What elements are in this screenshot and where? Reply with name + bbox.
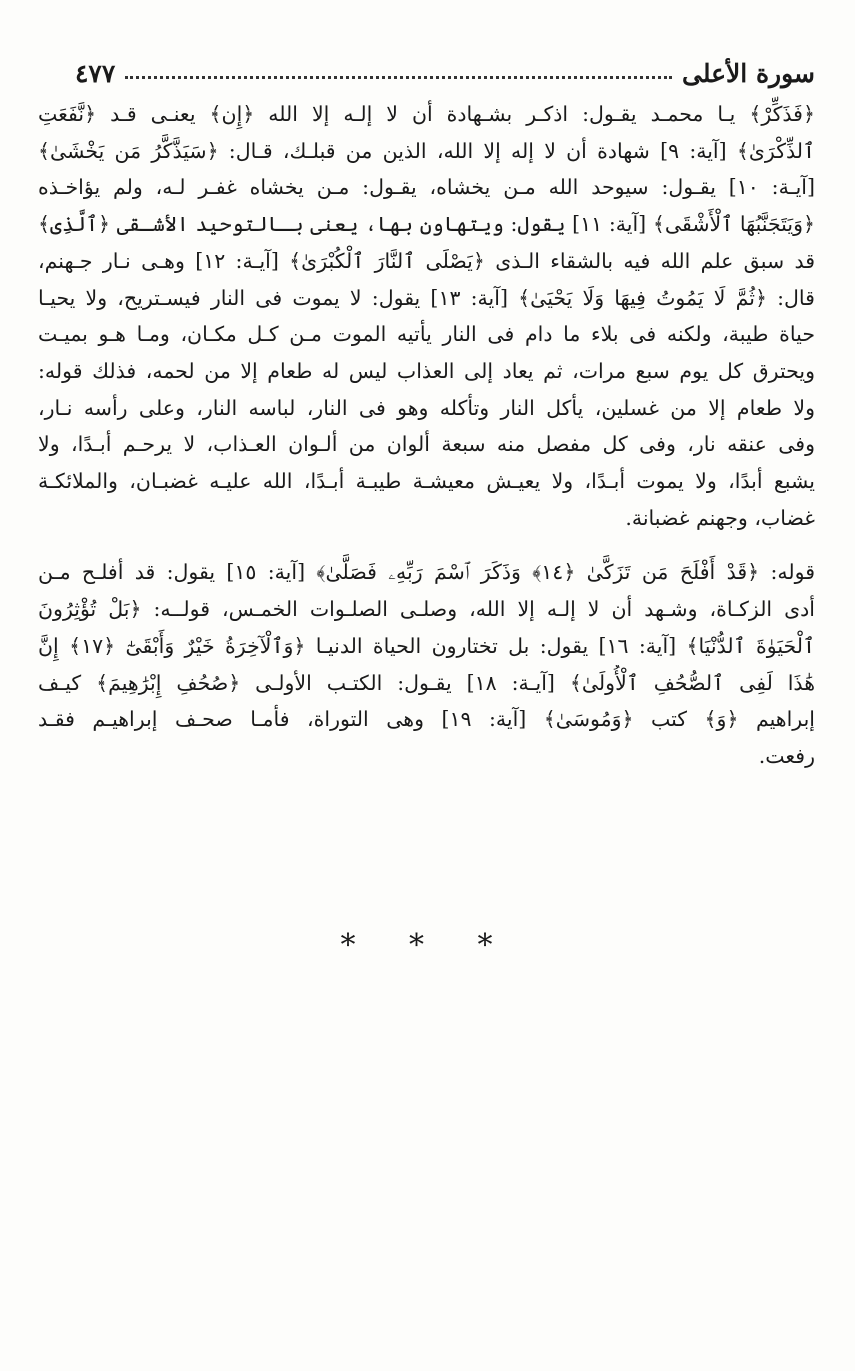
text-line: ويحترق كل يوم سبع مرات، ثم يعاد إلى العذاب ليس له طعام إلا من لحمه، فذلك قوله: [38, 358, 815, 383]
section-separator: * * * [340, 928, 515, 963]
text-line: أدى الزكـاة، وشـهد أن لا إلـه إلا الله، وصلـى الصلـوات الخمـس، قولــه: ﴿بَلْ تُؤْثِرُونَ [38, 597, 815, 622]
text-line: قال: ﴿ثُمَّ لَا يَمُوتُ فِيهَا وَلَا يَحْيَىٰ﴾ [آية: ١٣] يقول: لا يموت فى النار فيسـتريح، ولا يحيـا [38, 285, 815, 310]
paragraph-1 [38, 96, 815, 536]
page-number: ٤٧٧ [75, 59, 116, 88]
text-line: ٱلْحَيَوٰةَ ٱلدُّنْيَا﴾ [آية: ١٦] يقول: بل تختارون الحياة الدنيـا ﴿وَٱلْآخِرَةُ خَيْرٌ وَأَبْقَىٰٓ ﴿١٧﴾ إِنَّ [38, 633, 815, 658]
commentary-text [38, 96, 815, 775]
text-line: [آيـة: ١٠] يقـول: سيوحد الله مـن يخشاه، يقـول: مـن يخشاه غفـر لـه، ولم يؤاخـذه [38, 175, 815, 200]
text-line: ولا طعام إلا من غسلين، يأكل النار وتأكله وهو فى النار، لباسه النار، وعلى رأسه نـار، [38, 395, 815, 420]
text-line: هَٰذَا لَفِى ٱلصُّحُفِ ٱلْأُولَىٰ﴾ [آيـة: ١٨] يقـول: الكتـب الأولـى ﴿صُحُفِ إِبْرَٰهِيمَ﴾ كيـف [38, 670, 815, 695]
text-line: ﴿وَيَتَجَنَّبُهَا ٱلْأَشْقَى﴾ [آية: ١١] يقول: ويتهاون بها، يعنى بـالتوحيد الأشـقى ﴿ٱلَّذِى﴾ [38, 212, 815, 237]
text-line: قد سبق علم الله فيه بالشقاء الـذى ﴿يَصْلَى ٱلنَّارَ ٱلْكُبْرَىٰ﴾ [آيـة: ١٢] وهـى نـار جـهنم، [38, 248, 815, 273]
text-line: ﴿فَذَكِّرْ﴾ يـا محمـد يقـول: اذكـر بشـهادة أن لا إلـه إلا الله ﴿إِن﴾ يعنـى قـد ﴿نَّفَعَتِ [38, 102, 815, 126]
text-line: غضاب، وجهنم غضبانة. [625, 505, 815, 530]
paragraph-2 [38, 554, 815, 774]
text-line: وفى عنقه نار، وفى كل مفصل منه سبعة ألوان من ألـوان العـذاب، لا يرحـم أبـدًا، ولا [38, 432, 815, 457]
text-line: قوله: ﴿قَدْ أَفْلَحَ مَن تَزَكَّىٰ ﴿١٤﴾ وَذَكَرَ ٱسْمَ رَبِّهِۦ فَصَلَّىٰ﴾ [آية: ١٥] يقول: قد أفلـح مـن [38, 560, 815, 585]
text-line: رفعت. [758, 743, 815, 768]
text-line: يشبع أبدًا، ولا يموت أبـدًا، ولا يعيـش معيشـة طيبـة أبـدًا، الله عليـه غضبـان، والملائكـة [38, 469, 815, 494]
text-line: ٱلذِّكْرَىٰ﴾ [آية: ٩] شهادة أن لا إله إلا الله، الذين من قبلـك، قـال: ﴿سَيَذَّكَّرُ مَن يَخْشَىٰ﴾ [38, 138, 815, 163]
text-line: حياة طيبة، ولكنه فى بلاء ما دام فى النار يأتيه الموت مـن كـل مكـان، ومـا هـو بميـت [38, 322, 815, 347]
text-line: إبراهيم ﴿وَ﴾ كتب ﴿وَمُوسَىٰ﴾ [آية: ١٩] وهى التوراة، فأمـا صحـف إبراهيـم فقـد [38, 707, 815, 732]
header-dotted-leader [125, 76, 672, 79]
surah-title: سورة الأعلى [682, 59, 815, 88]
page-header [75, 48, 815, 88]
